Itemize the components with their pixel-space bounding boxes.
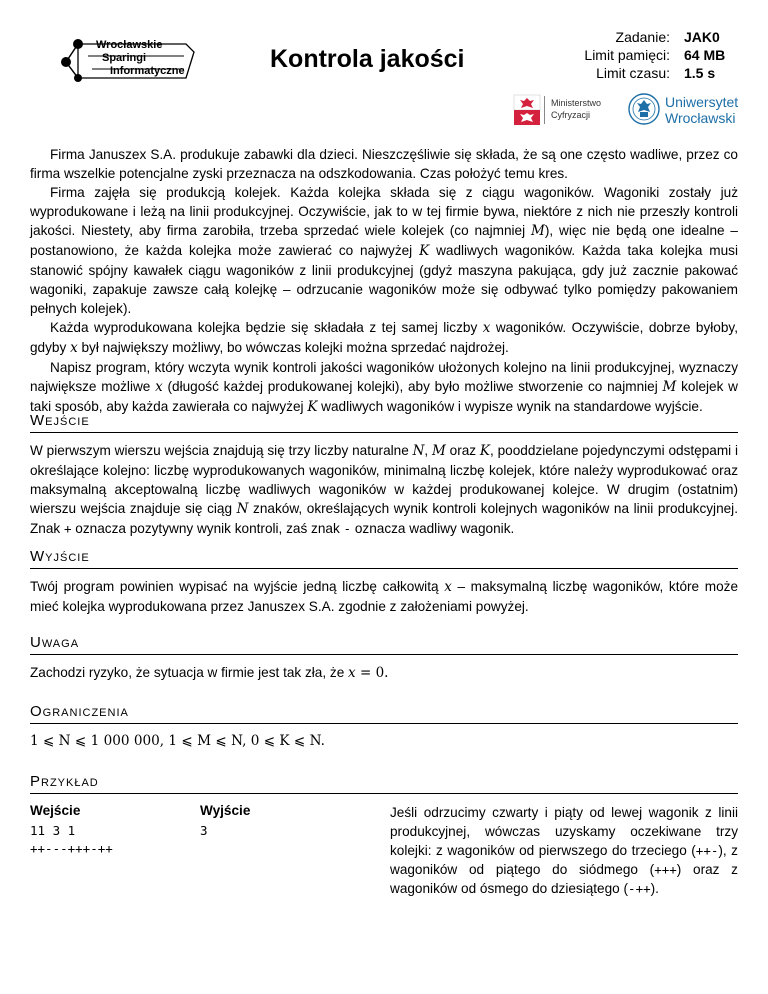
- segment-code: +++: [654, 862, 677, 877]
- text-run: znaków, określających wynik kontroli kolejnych wagoników na linii produkcyjnej. Znak: [30, 501, 738, 536]
- section-body-output: [30, 577, 738, 616]
- university-name-line1: Uniwersytet: [665, 94, 739, 110]
- text-run: wadliwych wagoników i wypisze wynik na standardowe wyjście.: [317, 399, 703, 414]
- math-var-n: N: [412, 443, 425, 459]
- text-run: wagoników. Oczywiście, dobrze byłoby, gdyby: [30, 320, 738, 355]
- section-title-output: Wyjście: [30, 548, 738, 569]
- section-body-note: [30, 663, 738, 683]
- example-input-heading: Wejście: [30, 803, 81, 818]
- math-var-x: x: [70, 340, 78, 356]
- segment-code: -++: [628, 881, 651, 896]
- section-title-input: Wejście: [30, 412, 738, 433]
- text-run: Twój program powinien wypisać na wyjście jedną liczbę całkowitą: [30, 579, 445, 594]
- example-input: [30, 803, 113, 858]
- example-input-line: ++---+++-++: [30, 841, 113, 856]
- task-meta: [560, 28, 735, 82]
- section-constraints: [30, 703, 738, 751]
- math-var-m: M: [432, 443, 446, 459]
- math-var-x: x: [155, 379, 163, 395]
- meta-label: Zadanie:: [615, 29, 670, 45]
- ministry-name: [551, 97, 601, 121]
- text-run: = 0.: [355, 665, 389, 681]
- statement-paragraph-1: Firma Januszex S.A. produkuje zabawki dla dzieci. Nieszczęśliwie się składa, że są one często wadliwe, przez co firma wszelkie potencjalne zyski przeznacza na odszkodowania. Czas położyć temu kres.: [30, 147, 738, 181]
- text-run: W pierwszym wierszu wejścia znajdują się trzy liczby naturalne: [30, 443, 413, 458]
- section-body-input: [30, 441, 738, 538]
- text-run: oznacza pozytywny wynik kontroli, zaś znak: [71, 521, 344, 536]
- example-explanation: [390, 803, 738, 898]
- text-run: ).: [650, 881, 659, 896]
- meta-value: 64 MB: [684, 47, 726, 63]
- university-logo: [627, 92, 739, 131]
- section-body-constraints: 1 ⩽ N ⩽ 1 000 000, 1 ⩽ M ⩽ N, 0 ⩽ K ⩽ N.: [30, 733, 325, 749]
- example-output: [200, 803, 250, 840]
- example-input-line: 11 3 1: [30, 823, 76, 838]
- organizer-name-line2: Sparingi: [102, 52, 147, 64]
- university-name-line2: Wrocławski: [665, 110, 736, 126]
- math-var-x: x: [482, 320, 491, 336]
- text-run: , pooddzielane pojedynczymi odstępami i określające kolejno: liczbę wyprodukowanych wagoników, minimalną liczbę kolejek, które należy wyprodukować oraz maksymalną akceptowalną liczbę wadliwych wagoników w każdej produkowanej kolejce. W drugim (ostatnim) wierszu wejścia znajduje się ciąg: [30, 443, 738, 516]
- university-crest-icon: [627, 92, 661, 126]
- text-run: Napisz program, który wczyta wynik kontroli jakości wagoników ułożonych kolejno na linii produkcyjnej, wyznaczy największe możliwe: [30, 360, 738, 394]
- meta-row-memory: [560, 46, 735, 64]
- meta-row-time: [560, 64, 735, 82]
- statement-paragraph-2: [30, 183, 738, 318]
- text-run: – maksymalną liczbę wagoników, które może mieć kolejka wyprodukowana przez Januszex S.A. zgodnie z założeniami powyżej.: [30, 579, 739, 614]
- text-run: oznacza wadliwy wagonik.: [351, 521, 515, 536]
- text-run: ) oraz z wagoników od ósmego do dziesiątego (: [390, 862, 738, 896]
- statement-paragraph-3: [30, 318, 738, 358]
- organizer-logo: [58, 36, 198, 82]
- meta-label: Limit pamięci:: [584, 47, 670, 63]
- text-run: Firma zajęła się produkcją kolejek. Każda kolejka składa się z ciągu wagoników. Wagoniki zostały już wyprodukowane i leżą na linii produkcyjnej. Oczywiście, jak to w tej firmie bywa, niektóre z nich nie przeszły kontroli jakości. Niestety, aby firma zarobiła, trzeba sprzedać wiele kolejek (co najmniej: [30, 185, 738, 238]
- math-var-n: N: [236, 501, 249, 517]
- statement-paragraph-4: [30, 358, 738, 417]
- section-title-constraints: Ograniczenia: [30, 703, 738, 724]
- text-run: (długość każdej produkowanej kolejki), aby było możliwe stworzenie co najmniej: [162, 379, 663, 394]
- example-output-heading: Wyjście: [200, 803, 251, 818]
- meta-value: JAK0: [684, 29, 720, 45]
- eagle-emblem-icon: [513, 94, 541, 126]
- section-title-note: Uwaga: [30, 634, 738, 655]
- meta-value: 1.5 s: [684, 65, 716, 81]
- plus-char: +: [64, 521, 72, 536]
- math-var-x: x: [444, 579, 452, 595]
- text-run: ), z wagoników od piątego do siódmego (: [390, 843, 738, 877]
- problem-statement: [30, 145, 738, 417]
- math-var-k: K: [307, 399, 318, 415]
- section-output: [30, 548, 738, 616]
- math-var-m: M: [662, 379, 677, 395]
- math-var-k: K: [419, 243, 430, 259]
- logo-separator: [544, 96, 545, 124]
- task-title: Kontrola jakości: [270, 45, 465, 73]
- minus-char: -: [343, 521, 352, 536]
- text-run: wadliwych wagoników. Każda taka kolejka musi stanowić spójny kawałek ciągu wagoników z linii produkcyjnej (gdyż maszyna pakująca, gdy już zacznie pakować wagoniki, zapakuje zawsze całą kolejkę – odrzucanie wagoników może się odbywać tylko pomiędzy pakowaniem pełnych kolejek).: [30, 243, 738, 316]
- page-header: [0, 0, 768, 130]
- meta-label: Limit czasu:: [596, 65, 670, 81]
- meta-row-task: [560, 28, 735, 46]
- text-run: Zachodzi ryzyko, że sytuacja w firmie jest tak zła, że: [30, 665, 349, 680]
- text-run: był największy możliwy, bo wówczas kolejki można sprzedać najdrożej.: [77, 340, 509, 355]
- text-run: oraz: [445, 443, 480, 458]
- math-var-x: x: [348, 665, 356, 681]
- section-example: [30, 773, 738, 896]
- ministry-name-line2: Cyfryzacji: [551, 110, 591, 120]
- section-input: [30, 412, 738, 538]
- segment-code: ++-: [695, 843, 719, 858]
- university-name: [665, 94, 738, 126]
- math-var-k: K: [479, 443, 490, 459]
- math-var-m: M: [531, 223, 545, 239]
- text-run: Każda wyprodukowana kolejka będzie się składała z tej samej liczby: [50, 320, 483, 335]
- organizer-name-line3: Informatyczne: [110, 65, 185, 77]
- organizer-name-line1: Wrocławskie: [96, 39, 163, 51]
- text-run: kolejek w taki sposób, aby każda zawierała co najwyżej: [30, 379, 738, 414]
- section-title-example: Przykład: [30, 773, 738, 794]
- text-run: ,: [424, 443, 432, 458]
- text-run: ), więc nie będą one idealne – postanowiono, że każda kolejka może zawierać co najwyżej: [30, 223, 738, 258]
- section-note: [30, 634, 738, 683]
- example-output-line: 3: [200, 823, 208, 838]
- ministry-name-line1: Ministerstwo: [551, 98, 602, 108]
- text-run: Jeśli odrzucimy czwarty i piąty od lewej wagonik z linii produkcyjnej, wówczas uzyskamy oczekiwane trzy kolejki: z wagoników od pierwszego do trzeciego (: [390, 805, 738, 858]
